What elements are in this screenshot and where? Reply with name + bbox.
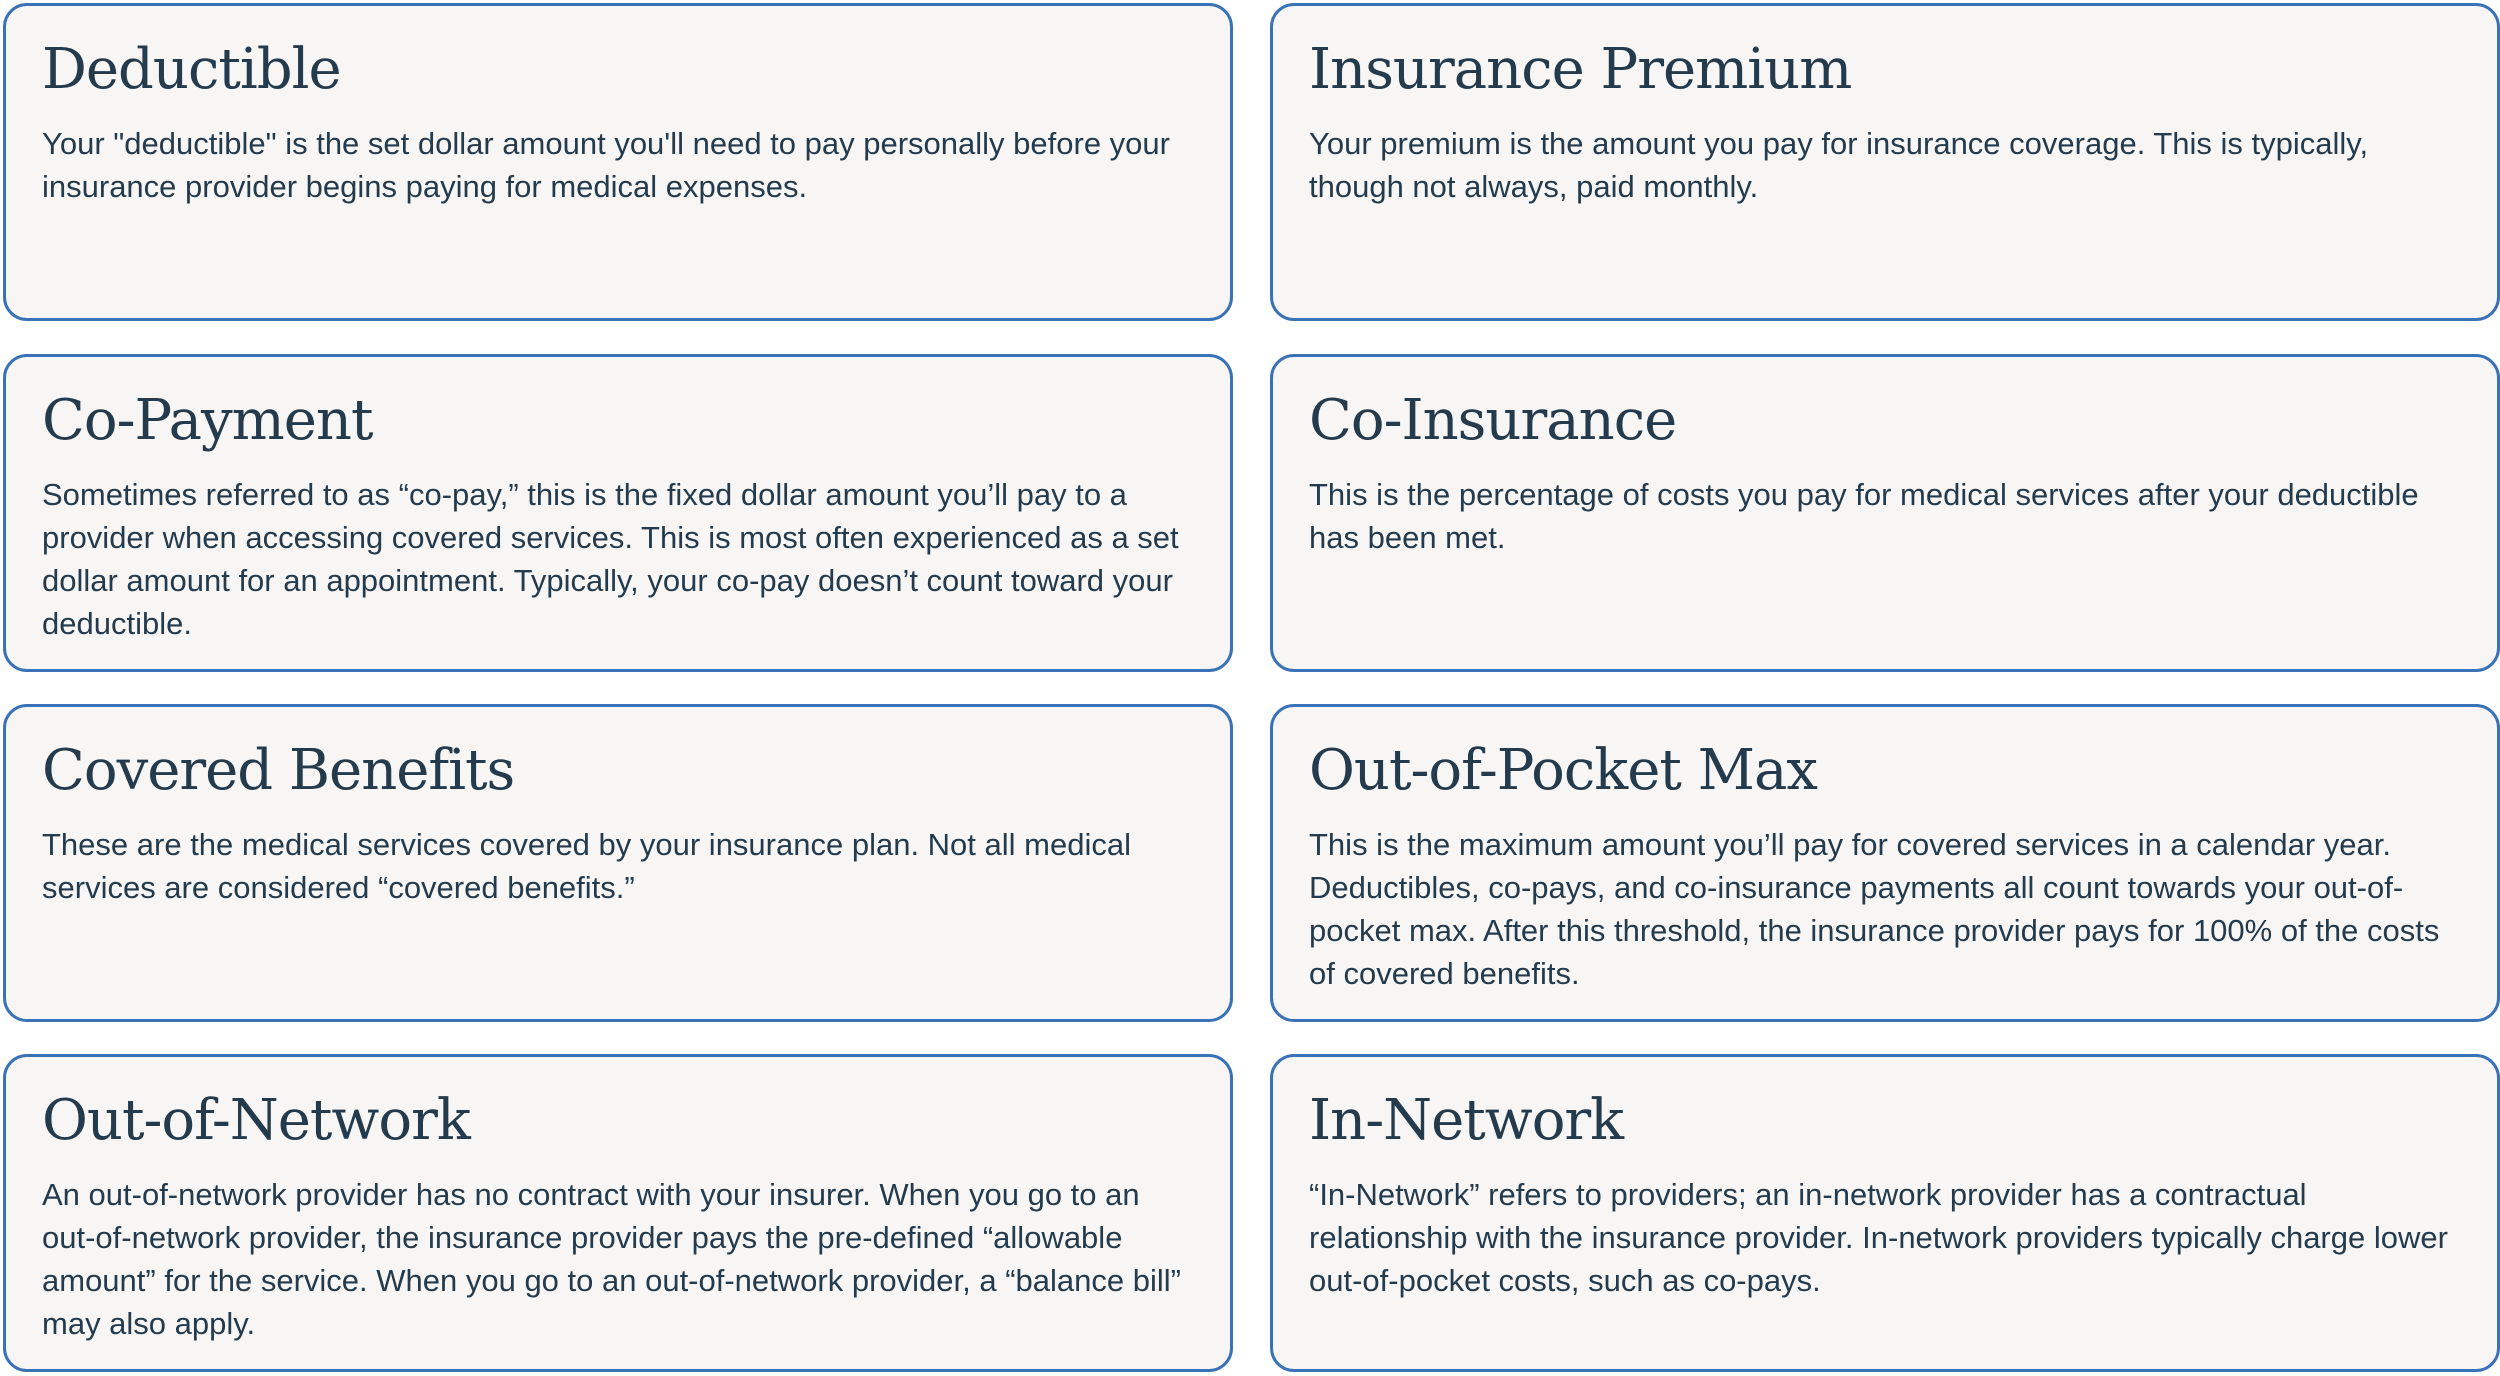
card-title: In-Network: [1309, 1088, 1624, 1153]
card-description: “In-Network” refers to providers; an in-network provider has a contractual relationship with the insurance provider. In-network providers typically charge lower out-of-pocket costs, such as co-pays.: [1309, 1177, 2448, 1298]
card-description: Your "deductible" is the set dollar amount you'll need to pay personally before your insurance provider begins paying for medical expenses.: [42, 126, 1170, 204]
card-covered-benefits: [3, 704, 1233, 1022]
card-title: Out-of-Network: [42, 1088, 470, 1153]
card-title: Insurance Premium: [1309, 37, 1852, 102]
card-out-of-pocket-max: [1270, 704, 2500, 1022]
card-title: Co-Insurance: [1309, 388, 1677, 453]
card-co-payment: [3, 354, 1233, 672]
card-title: Co-Payment: [42, 388, 373, 453]
card-description: Your premium is the amount you pay for insurance coverage. This is typically, though not always, paid monthly.: [1309, 126, 2369, 204]
card-title: Deductible: [42, 37, 341, 102]
card-description: This is the maximum amount you’ll pay for covered services in a calendar year. Deductibles, co-pays, and co-insurance payments all count towards your out-of-pocket max. After this threshold, the insurance provider pays for 100% of the costs of covered benefits.: [1309, 827, 2440, 991]
card-title: Covered Benefits: [42, 738, 515, 803]
card-description: Sometimes referred to as “co-pay,” this is the fixed dollar amount you’ll pay to a provider when accessing covered services. This is most often experienced as a set dollar amount for an appointment. Typically, your co-pay doesn’t count toward your deductible.: [42, 477, 1179, 641]
card-out-of-network: [3, 1054, 1233, 1372]
card-in-network: [1270, 1054, 2500, 1372]
card-description: These are the medical services covered by your insurance plan. Not all medical services are considered “covered benefits.”: [42, 827, 1131, 905]
card-description: An out-of-network provider has no contract with your insurer. When you go to an out-of-network provider, the insurance provider pays the pre-defined “allowable amount” for the service. When you go to an out-of-network provider, a “balance bill” may also apply.: [42, 1177, 1181, 1341]
card-title: Out-of-Pocket Max: [1309, 738, 1817, 803]
card-co-insurance: [1270, 354, 2500, 672]
card-description: This is the percentage of costs you pay for medical services after your deductible has been met.: [1309, 477, 2419, 555]
card-insurance-premium: [1270, 3, 2500, 321]
card-deductible: [3, 3, 1233, 321]
